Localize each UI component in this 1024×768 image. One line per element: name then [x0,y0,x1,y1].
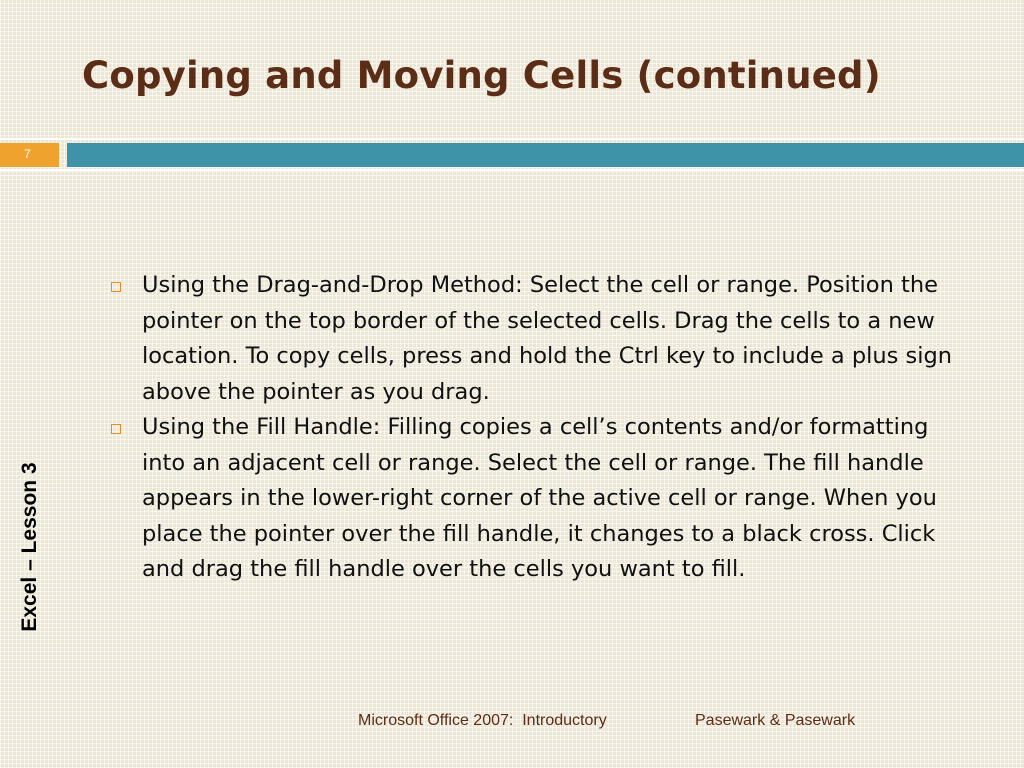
hollow-square-bullet-icon [111,282,121,292]
bullet-item-drag-and-drop [104,268,974,410]
footer-authors: Pasewark & Pasewark [695,712,856,729]
lesson-side-label: Excel – Lesson 3 [18,462,41,632]
slide-number: 7 [24,147,31,161]
header-divider-top [0,138,1024,140]
hollow-square-bullet-icon [111,424,121,434]
bullet-item-fill-handle [104,410,974,588]
footer-course-title: Microsoft Office 2007: Introductory [358,712,607,729]
bullet-text: Using the Drag-and-Drop Method: Select the cell or range. Position the pointer on the top border of the selected cells. Drag the cells to a new location. To copy cells, press and hold the Ctrl key to include a plus sign above the pointer as you drag. [142,272,953,405]
bullet-text: Using the Fill Handle: Filling copies a cell’s contents and/or formatting into an adjacent cell or range. Select the cell or range. The fill handle appears in the lower-right corner of the active cell or range. When you place the pointer over the fill handle, it changes to a black cross. Click and drag the fill handle over the cells you want to fill. [142,414,937,582]
bullet-list [104,268,974,588]
slide-title: Copying and Moving Cells (continued) [82,54,881,97]
header-divider-bottom [0,169,1024,171]
header-accent-bar [67,143,1024,167]
slide-number-box [0,143,59,167]
